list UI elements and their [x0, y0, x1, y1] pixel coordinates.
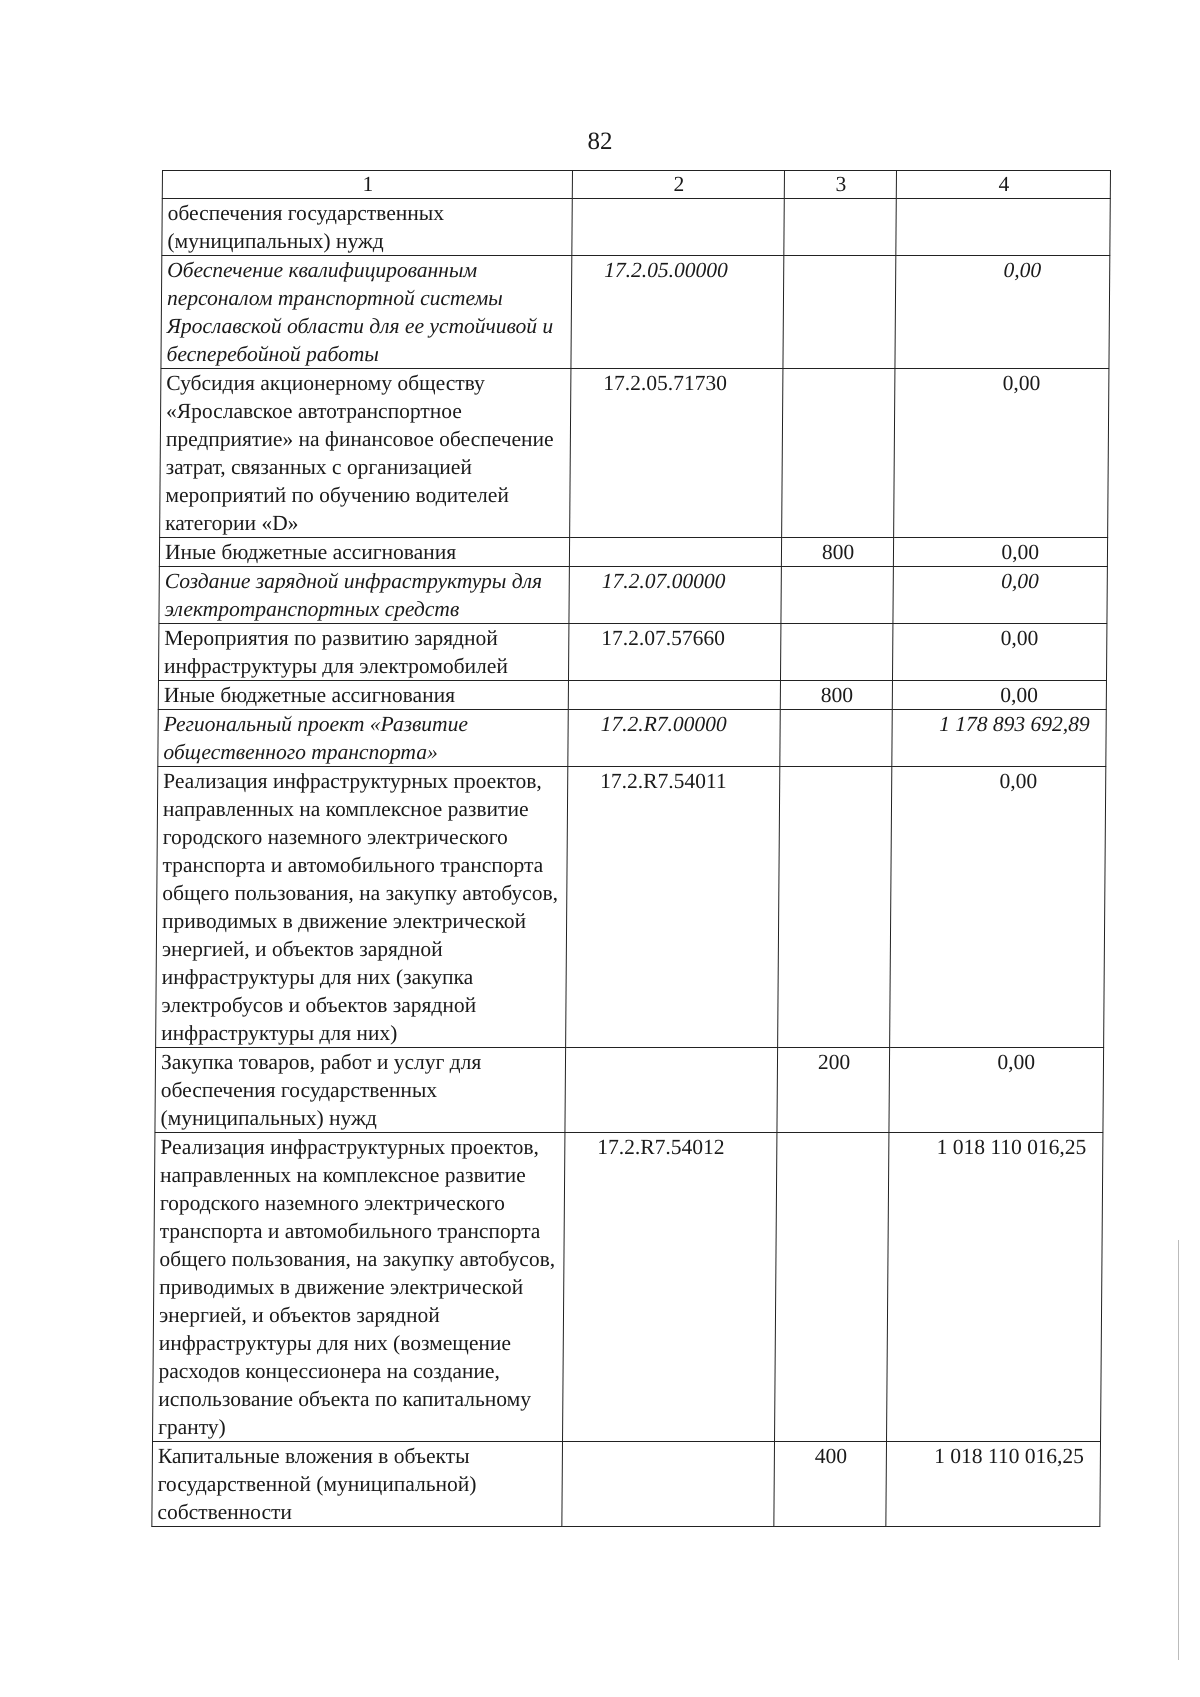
row-name-cell: Закупка товаров, работ и услуг для обеспечения государственных (муниципальных) нужд [155, 1048, 566, 1133]
row-code-cell [562, 1442, 775, 1527]
row-name-cell: Создание зарядной инфраструктуры для электротранспортных средств [159, 567, 569, 624]
row-type-cell [775, 1133, 889, 1442]
row-code-cell: 17.2.R7.54011 [566, 767, 780, 1048]
row-type-cell [781, 567, 893, 624]
row-code-cell [569, 538, 781, 567]
row-type-cell [780, 624, 892, 681]
header-cell-3: 3 [784, 171, 896, 199]
table-row [162, 199, 1110, 256]
row-name-cell: Реализация инфраструктурных проектов, направленных на комплексное развитие городского наземного электрического транспорта и автомобильного транспорта общего пользования, на закупку автобусов, приводимых в движение электрической энергией, и объектов зарядной инфраструктуры для них (закупка электробусов и объектов зарядной инфраструктуры для них) [156, 767, 568, 1048]
row-code-cell: 17.2.07.00000 [569, 567, 781, 624]
page-number: 82 [587, 128, 613, 155]
row-type-cell [782, 369, 895, 538]
row-name-cell: Региональный проект «Развитие общественного транспорта» [158, 710, 568, 767]
table-row [156, 767, 1106, 1048]
table-row [158, 710, 1106, 767]
row-code-cell [565, 1048, 778, 1133]
row-name-cell: Иные бюджетные ассигнования [158, 681, 568, 710]
scan-mark [1178, 1240, 1179, 1660]
row-type-cell: 400 [774, 1442, 887, 1527]
budget-table [151, 170, 1111, 1527]
table-row [161, 256, 1110, 369]
row-name-cell: Капитальные вложения в объекты государственной (муниципальной) собственности [152, 1442, 563, 1527]
row-amount-cell: 0,00 [894, 369, 1109, 538]
table-row [158, 624, 1106, 681]
row-type-cell: 800 [780, 681, 892, 710]
row-amount-cell: 0,00 [890, 767, 1106, 1048]
budget-table-container [151, 170, 1110, 1527]
row-amount-cell: 0,00 [893, 567, 1107, 624]
row-code-cell: 17.2.05.71730 [570, 369, 783, 538]
row-amount-cell: 0,00 [895, 256, 1110, 369]
row-code-cell [572, 199, 784, 256]
row-name-cell: Обеспечение квалифицированным персоналом транспортной системы Ярославской области для ее устойчивой и бесперебойной работы [161, 256, 572, 369]
row-type-cell: 800 [781, 538, 893, 567]
header-cell-2: 2 [572, 171, 784, 199]
header-row [162, 171, 1110, 199]
row-type-cell [780, 710, 892, 767]
row-amount-cell: 0,00 [889, 1048, 1104, 1133]
table-row [158, 681, 1106, 710]
header-cell-4: 4 [896, 171, 1110, 199]
row-code-cell: 17.2.07.57660 [568, 624, 780, 681]
table-row [160, 369, 1109, 538]
table-row [159, 538, 1107, 567]
row-type-cell [784, 199, 896, 256]
row-name-cell: Реализация инфраструктурных проектов, направленных на комплексное развитие городского наземного электрического транспорта и автомобильного транспорта общего пользования, на закупку автобусов, приводимых в движение электрической энергией, и объектов зарядной инфраструктуры для них (возмещение расходов концессионера на создание, использование объекта по капитальному гранту) [153, 1133, 565, 1442]
table-row [153, 1133, 1103, 1442]
row-amount-cell: 1 018 110 016,25 [886, 1442, 1101, 1527]
row-amount-cell: 1 178 893 692,89 [892, 710, 1106, 767]
budget-table-body [152, 171, 1111, 1527]
row-amount-cell: 0,00 [893, 538, 1107, 567]
row-name-cell: Иные бюджетные ассигнования [159, 538, 569, 567]
header-cell-1: 1 [162, 171, 572, 199]
row-amount-cell: 0,00 [892, 681, 1106, 710]
row-code-cell: 17.2.R7.54012 [563, 1133, 777, 1442]
table-row [159, 567, 1107, 624]
row-amount-cell: 1 018 110 016,25 [887, 1133, 1103, 1442]
row-name-cell: Субсидия акционерному обществу «Ярославское автотранспортное предприятие» на финансовое обеспечение затрат, связанных с организацией мероприятий по обучению водителей категории «D» [160, 369, 571, 538]
table-row [152, 1442, 1101, 1527]
row-amount-cell: 0,00 [892, 624, 1106, 681]
row-name-cell: обеспечения государственных (муниципальных) нужд [162, 199, 572, 256]
row-code-cell: 17.2.R7.00000 [568, 710, 780, 767]
row-type-cell [783, 256, 896, 369]
row-type-cell [778, 767, 892, 1048]
row-code-cell [568, 681, 780, 710]
row-amount-cell [896, 199, 1110, 256]
table-row [155, 1048, 1104, 1133]
row-code-cell: 17.2.05.00000 [571, 256, 784, 369]
row-type-cell: 200 [777, 1048, 890, 1133]
row-name-cell: Мероприятия по развитию зарядной инфраструктуры для электромобилей [158, 624, 568, 681]
